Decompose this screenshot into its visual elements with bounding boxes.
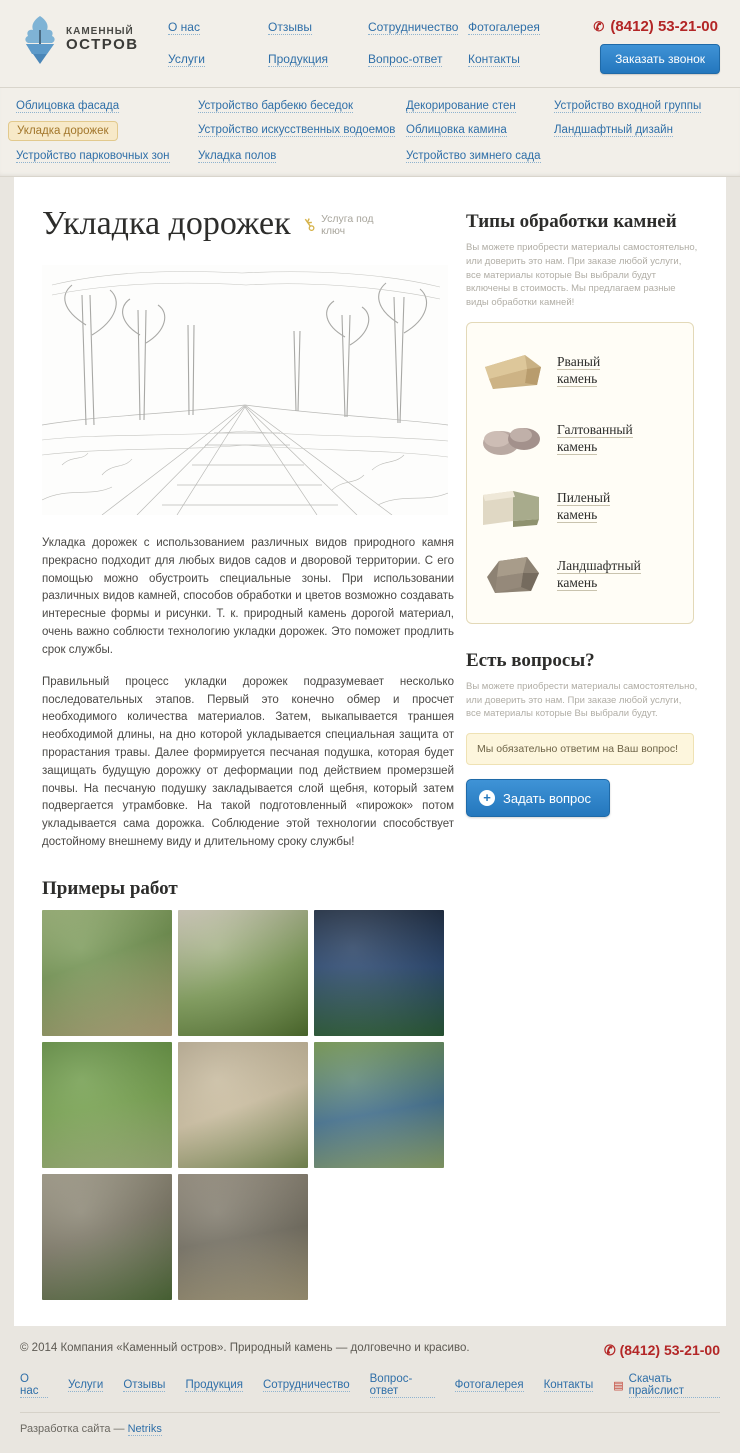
footer-link-about[interactable]: О нас <box>20 1373 48 1398</box>
service-link-bbq[interactable]: Устройство барбекю беседок <box>198 100 354 112</box>
sidebar <box>444 177 698 1300</box>
service-cell <box>16 98 198 114</box>
logo-line-2: ОСТРОВ <box>66 36 139 54</box>
service-link-wall-decor[interactable]: Декорирование стен <box>406 100 516 112</box>
stone-sawn-icon <box>479 481 545 533</box>
stone-rough-icon <box>479 345 545 397</box>
service-link-facade[interactable]: Облицовка фасада <box>16 100 120 112</box>
main-column <box>14 177 454 1300</box>
services-bar <box>0 88 740 177</box>
gallery-photo-8[interactable] <box>178 1174 308 1300</box>
questions-title: Есть вопросы? <box>466 649 595 671</box>
service-cell <box>554 148 714 164</box>
key-icon: ⚷ <box>298 213 320 237</box>
service-link-ponds[interactable]: Устройство искусственных водоемов <box>198 124 396 136</box>
gallery-photo-7[interactable] <box>42 1174 172 1300</box>
footer-link-services[interactable]: Услуги <box>67 1378 104 1391</box>
stone-label <box>557 354 600 388</box>
gallery-photo-3[interactable] <box>314 910 444 1036</box>
content-columns <box>14 177 726 1300</box>
footer-link-photogallery[interactable]: Фотогалерея <box>454 1378 524 1391</box>
page-title: Укладка дорожек <box>42 205 291 242</box>
stone-label-line-2: камень <box>557 574 598 590</box>
logo-line-1: КАМЕННЫЙ <box>66 25 134 37</box>
turnkey-badge <box>298 212 374 237</box>
nav-cell <box>168 18 268 36</box>
price-list-link[interactable] <box>613 1373 720 1398</box>
service-link-entrance-group[interactable]: Устройство входной группы <box>554 100 702 112</box>
gallery-photo-1[interactable] <box>42 910 172 1036</box>
stone-item-tumbled[interactable] <box>479 405 681 473</box>
service-link-floors[interactable]: Укладка полов <box>198 150 277 162</box>
services-grid <box>16 98 724 164</box>
nav-link-services[interactable]: Услуги <box>168 52 205 66</box>
turnkey-line-2: ключ <box>321 224 346 237</box>
questions-note: Вы можете приобрести материалы самостоятельно, или доверить это нам. При заказе любой услуги, все материалы которые Вы выбрали будут. <box>466 680 698 720</box>
content-area <box>14 177 726 1326</box>
ask-question-button[interactable] <box>466 779 610 817</box>
service-cell <box>16 122 198 140</box>
stone-label-line-1: Галтованный <box>557 421 633 437</box>
stone-label <box>557 558 641 592</box>
ask-question-label: Задать вопрос <box>503 790 591 806</box>
footer-phone-number: (8412) 53-21-00 <box>619 1341 720 1358</box>
island-tree-logo-icon <box>20 14 60 66</box>
stone-item-rough[interactable] <box>479 337 681 405</box>
service-cell <box>554 98 714 114</box>
stone-label-line-2: камень <box>557 438 598 454</box>
footer-copyright: © 2014 Компания «Каменный остров». Природный камень — долговечно и красиво. <box>20 1341 470 1354</box>
stones-note: Вы можете приобрести материалы самостоятельно, или доверить это нам. При заказе любой услуги, все материалы которые Вы выбрали будут включены в стоимость. Мы предлагаем разные виды обработки камней! <box>466 242 698 309</box>
service-cell <box>406 148 554 164</box>
footer-link-cooperation[interactable]: Сотрудничество <box>263 1378 350 1391</box>
nav-cell <box>468 50 568 68</box>
paragraph-1: Укладка дорожек с использованием различных видов природного камня прекрасно подходит для любых видов садов и дворовой территории. С его помощью можно обустроить специальные зоны. При использовании различных видов камней, способов обработки и цветов возможно создавать интересные формы и рисунки. Т. к. природный камень дорогой материал, очень важно соблюсти технологию укладки дорожек. Это поможет продлить срок службы. <box>42 537 454 656</box>
price-list-label[interactable]: Скачать прайслист <box>629 1373 720 1398</box>
developer-prefix: Разработка сайта — <box>20 1422 125 1435</box>
nav-cell <box>268 18 368 36</box>
service-cell <box>406 98 554 114</box>
service-cell <box>198 148 406 164</box>
stone-label-line-1: Пиленый <box>557 489 611 505</box>
nav-cell <box>368 18 468 36</box>
stone-label-line-1: Ландшафтный <box>557 557 641 573</box>
stones-title: Типы обработки камней <box>466 211 677 232</box>
stone-tumbled-icon <box>479 413 545 465</box>
nav-cell <box>368 50 468 68</box>
developer-credit <box>20 1423 720 1435</box>
main-nav-row-2 <box>168 50 568 68</box>
nav-cell <box>468 18 568 36</box>
service-cell <box>198 98 406 114</box>
callback-button[interactable]: Заказать звонок <box>600 44 720 74</box>
nav-link-contacts[interactable]: Контакты <box>468 52 520 66</box>
gallery-photo-4[interactable] <box>42 1042 172 1168</box>
service-link-fireplace[interactable]: Облицовка камина <box>406 124 507 136</box>
service-cell <box>198 122 406 140</box>
nav-link-cooperation[interactable]: Сотрудничество <box>368 20 459 34</box>
stone-landscape-icon <box>479 549 545 601</box>
pencil-sketch-garden-path <box>42 265 448 515</box>
gallery-photo-2[interactable] <box>178 910 308 1036</box>
nav-cell <box>268 50 368 68</box>
questions-banner: Мы обязательно ответим на Ваш вопрос! <box>466 733 694 765</box>
stones-list <box>466 322 694 624</box>
main-nav <box>168 18 568 68</box>
service-link-parking[interactable]: Устройство парковочных зон <box>16 150 170 162</box>
site-footer <box>0 1326 740 1453</box>
stone-label <box>557 490 610 524</box>
turnkey-text <box>321 213 373 237</box>
service-link-winter-garden[interactable]: Устройство зимнего сада <box>406 150 541 162</box>
logo[interactable] <box>20 14 139 66</box>
phone-icon: ✆ <box>593 19 605 34</box>
stone-label <box>557 422 633 456</box>
service-link-landscape[interactable]: Ландшафтный дизайн <box>554 124 673 136</box>
stone-label-line-2: камень <box>557 370 598 386</box>
pdf-icon: ▤ <box>613 1379 624 1392</box>
gallery-photo-5[interactable] <box>178 1042 308 1168</box>
logo-text <box>66 27 139 53</box>
header-phone[interactable] <box>593 18 718 35</box>
title-row <box>42 205 444 247</box>
footer-top <box>20 1342 720 1359</box>
phone-icon: ✆ <box>603 1341 616 1358</box>
footer-phone[interactable] <box>604 1342 720 1359</box>
service-cell <box>16 148 198 164</box>
stone-label-line-2: камень <box>557 506 598 522</box>
nav-link-reviews[interactable]: Отзывы <box>268 20 312 34</box>
nav-link-faq[interactable]: Вопрос-ответ <box>368 52 443 66</box>
stone-item-sawn[interactable] <box>479 473 681 541</box>
paragraph-2: Правильный процесс укладки дорожек подразумевает несколько последовательных этапов. Первый это конечно обмер и просчет необходимого количества материалов. Затем, выкапывается траншея необходимой длины, на дно которой укладывается специальная защита от прорастания травы. Далее формируется песчаная подушка, которая будет защищать будущую дорожку от деформации под действием промерзшей почвы. На песчаную подушку закладывается слой щебня, который затем подвергается утрамбовке. На такой подготовленный «пирожок» потом укладывается сама дорожка. Соблюдение этой технологии способствует достойному внешнему виду и длительному сроку службы! <box>42 675 454 848</box>
footer-link-reviews[interactable]: Отзывы <box>123 1378 166 1391</box>
main-nav-row-1 <box>168 18 568 36</box>
developer-link[interactable]: Netriks <box>127 1422 162 1435</box>
nav-link-photogallery[interactable]: Фотогалерея <box>468 20 540 34</box>
footer-nav <box>20 1373 720 1398</box>
gallery-photo-6[interactable] <box>314 1042 444 1168</box>
examples-title: Примеры работ <box>42 877 178 899</box>
nav-cell <box>168 50 268 68</box>
footer-link-contacts[interactable]: Контакты <box>543 1378 594 1391</box>
nav-link-products[interactable]: Продукция <box>268 52 329 66</box>
plus-icon: + <box>479 790 495 806</box>
stone-label-line-1: Рваный <box>557 353 601 369</box>
site-header <box>0 0 740 88</box>
nav-link-about[interactable]: О нас <box>168 20 200 34</box>
footer-link-faq[interactable]: Вопрос-ответ <box>370 1373 435 1398</box>
service-link-paths-active[interactable]: Укладка дорожек <box>8 121 118 141</box>
service-cell <box>406 122 554 140</box>
examples-gallery <box>42 910 440 1300</box>
service-cell <box>554 122 714 140</box>
footer-link-products[interactable]: Продукция <box>185 1378 243 1391</box>
header-phone-number: (8412) 53-21-00 <box>610 18 718 35</box>
stone-item-landscape[interactable] <box>479 541 681 609</box>
turnkey-line-1: Услуга под <box>321 212 374 225</box>
